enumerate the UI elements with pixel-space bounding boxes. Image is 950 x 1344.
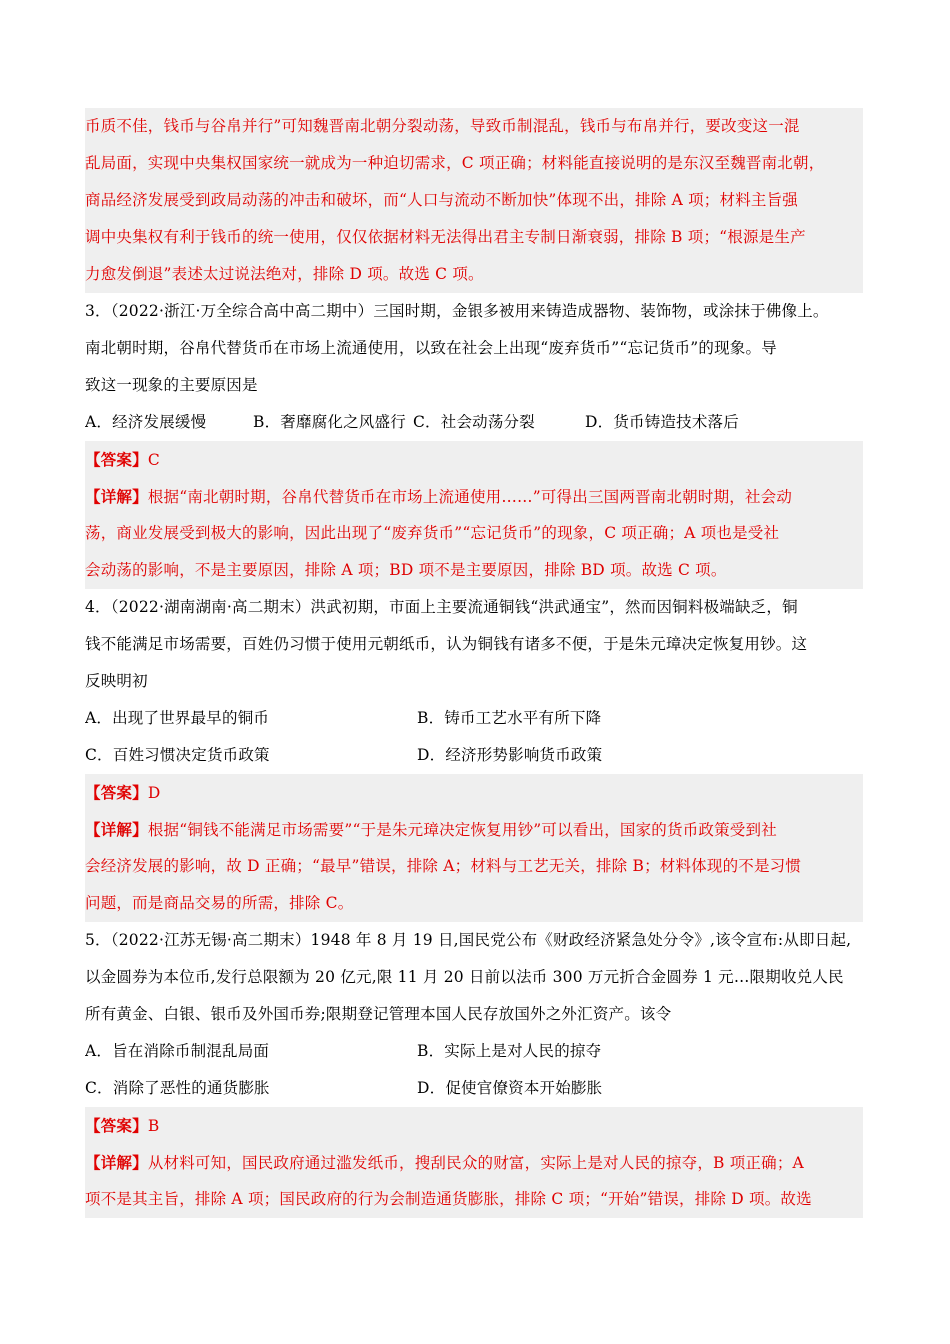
- prev-explanation-line: 调中央集权有利于钱币的统一使用，仅仅依据材料无法得出君主专制日渐衰弱，排除 B 项；“根源是生产: [85, 219, 863, 256]
- option-d: D．货币铸造技术落后: [585, 413, 739, 431]
- document-page: [85, 108, 863, 1218]
- options-row: [85, 700, 863, 737]
- question-3: [85, 293, 863, 589]
- options-row: [85, 737, 863, 774]
- question-stem-line: 以金圆券为本位币,发行总限额为 20 亿元,限 11 月 20 日前以法币 300 万元折合金圆券 1 元…限期收兑人民: [85, 968, 844, 986]
- question-stem-line: 致这一现象的主要原因是: [85, 376, 258, 394]
- detail-line: 荡，商业发展受到极大的影响，因此出现了“废弃货币”“忘记货币”的现象，C 项正确；A 项也是受社: [85, 515, 863, 552]
- option-a: A．出现了世界最早的铜币: [85, 709, 270, 727]
- answer-label: 【答案】: [85, 450, 148, 469]
- question-stem-line: 所有黄金、白银、银币及外国币券;限期登记管理本国人民存放国外之外汇资产。该令: [85, 1005, 672, 1023]
- option-b: B．奢靡腐化之风盛行: [253, 413, 406, 431]
- question-5: [85, 922, 863, 1218]
- option-a: A．经济发展缓慢: [85, 413, 207, 431]
- prev-explanation-line: 币质不佳，钱币与谷帛并行”可知魏晋南北朝分裂动荡，导致币制混乱，钱币与布帛并行，要改变这一混: [85, 108, 863, 145]
- detail-line: 问题，而是商品交易的所需，排除 C。: [85, 885, 863, 922]
- answer-value: B: [147, 1117, 160, 1135]
- prev-explanation-line: 乱局面，实现中央集权国家统一就成为一种迫切需求，C 项正确；材料能直接说明的是东汉至魏晋南北朝，: [85, 145, 863, 182]
- detail-line: 会经济发展的影响，故 D 正确；“最早”错误，排除 A；材料与工艺无关，排除 B；材料体现的不是习惯: [85, 848, 863, 885]
- prev-explanation-line: 力愈发倒退”表述太过说法绝对，排除 D 项。故选 C 项。: [85, 256, 863, 293]
- prev-explanation-block: [85, 108, 863, 293]
- detail-line: [85, 478, 863, 515]
- options-row: [85, 1033, 863, 1070]
- question-stem-line: 3．（2022·浙江·万全综合高中高二期中）三国时期，金银多被用来铸造成器物、装饰物，或涂抹于佛像上。: [85, 302, 829, 320]
- option-c: C．消除了恶性的通货膨胀: [85, 1079, 270, 1097]
- question-stem-line: 4．（2022·湖南湖南·高二期末）洪武初期，市面上主要流通铜钱“洪武通宝”，然而因铜料极端缺乏，铜: [85, 598, 798, 616]
- answer-line: [85, 1107, 863, 1144]
- options-row: [85, 404, 863, 441]
- detail-line: 项不是其主旨，排除 A 项；国民政府的行为会制造通货膨胀，排除 C 项；“开始”错误，排除 D 项。故选: [85, 1181, 863, 1218]
- option-a: A．旨在消除币制混乱局面: [85, 1042, 270, 1060]
- option-b: B．实际上是对人民的掠夺: [417, 1042, 602, 1060]
- question-4: [85, 589, 863, 922]
- option-c: C．百姓习惯决定货币政策: [85, 746, 270, 764]
- option-d: D．促使官僚资本开始膨胀: [417, 1079, 603, 1097]
- prev-explanation-line: 商品经济发展受到政局动荡的冲击和破坏，而“人口与流动不断加快”体现不出，排除 A 项；材料主旨强: [85, 182, 863, 219]
- detail-line: 会动荡的影响，不是主要原因，排除 A 项；BD 项不是主要原因，排除 BD 项。故选 C 项。: [85, 552, 863, 589]
- answer-line: [85, 441, 863, 478]
- answer-value: C: [147, 451, 160, 469]
- question-stem-line: 反映明初: [85, 672, 148, 690]
- detail-text: 根据“铜钱不能满足市场需要”“于是朱元璋决定恢复用钞”可以看出，国家的货币政策受到社: [147, 821, 777, 839]
- answer-value: D: [147, 784, 161, 802]
- options-row: [85, 1070, 863, 1107]
- option-d: D．经济形势影响货币政策: [417, 746, 603, 764]
- detail-line: [85, 811, 863, 848]
- answer-label: 【答案】: [85, 783, 148, 802]
- answer-label: 【答案】: [85, 1116, 148, 1135]
- detail-line: [85, 1144, 863, 1181]
- detail-label: 【详解】: [85, 1153, 148, 1172]
- detail-text: 根据“南北朝时期，谷帛代替货币在市场上流通使用……”可得出三国两晋南北朝时期，社会动: [147, 488, 793, 506]
- question-stem-line: 5．（2022·江苏无锡·高二期末）1948 年 8 月 19 日,国民党公布《财政经济紧急处分令》,该令宣布:从即日起,: [85, 931, 852, 949]
- detail-label: 【详解】: [85, 820, 148, 839]
- option-c: C．社会动荡分裂: [413, 413, 535, 431]
- option-b: B．铸币工艺水平有所下降: [417, 709, 602, 727]
- detail-text: 从材料可知，国民政府通过滥发纸币，搜刮民众的财富，实际上是对人民的掠夺，B 项正确；A: [147, 1154, 804, 1172]
- answer-line: [85, 774, 863, 811]
- question-stem-line: 钱不能满足市场需要，百姓仍习惯于使用元朝纸币，认为铜钱有诸多不便，于是朱元璋决定恢复用钞。这: [85, 635, 808, 653]
- question-stem-line: 南北朝时期，谷帛代替货币在市场上流通使用，以致在社会上出现“废弃货币”“忘记货币”的现象。导: [85, 339, 777, 357]
- detail-label: 【详解】: [85, 487, 148, 506]
